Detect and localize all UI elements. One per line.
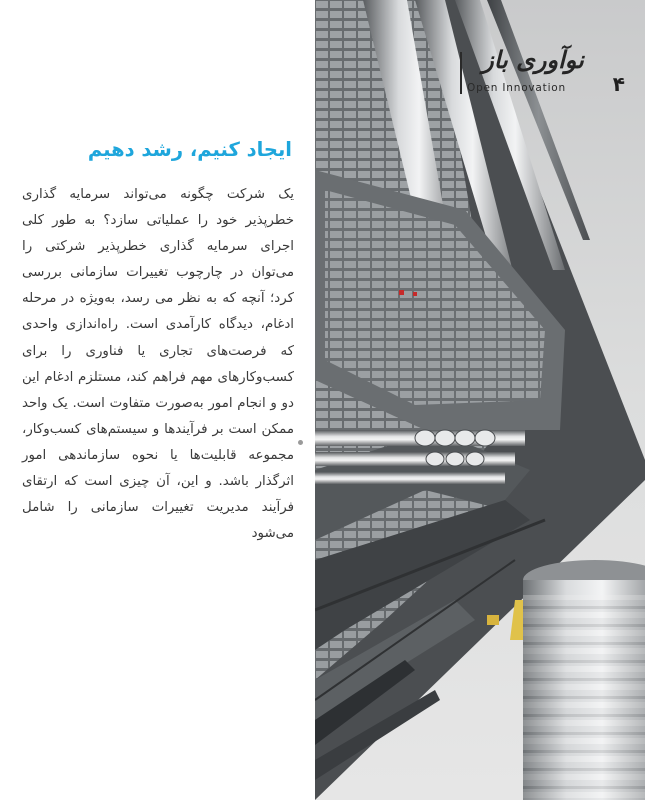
logo-subtitle: Open Innovation xyxy=(467,82,566,94)
article-body: یک شرکت چگونه می‌تواند سرمایه گذاری خطرپذیر خود را عملیاتی سازد؟ به طور کلی اجرای سرمایه گذاری خطرپذیر شرکتی را می‌توان در چارچوب تغییرات سازمانی بررسی کرد؛ آنچه که به نظر می رسد، به‌ویژه در مرحله ادغام، دیدگاه کارآمدی است. راه‌اندازی واحدی که فرصت‌های تجاری یا فناوری را برای کسب‌وکارهای مهم فراهم کند، مستلزم ادغام این دو و انجام امور به‌صورت متفاوت است. یک واحد ممکن است بر فرآیندها و سیستم‌های کسب‌وکار، مجموعه قابلیت‌ها یا نحوه سازماندهی امور اثرگذار باشد. و این، آن چیزی است که ارتقای فرآیند مدیریت تغییرات سازمانی را شامل می‌شود xyxy=(22,187,294,542)
logo-divider xyxy=(460,52,462,94)
bullet-marker xyxy=(298,440,303,445)
logo-title: نوآوری باز xyxy=(482,45,584,74)
publication-logo xyxy=(455,42,625,107)
page-number: ۴ xyxy=(612,72,625,96)
building-photo xyxy=(315,0,645,800)
article-column xyxy=(0,0,315,800)
article-title: ایجاد کنیم، رشد دهیم xyxy=(87,138,292,161)
